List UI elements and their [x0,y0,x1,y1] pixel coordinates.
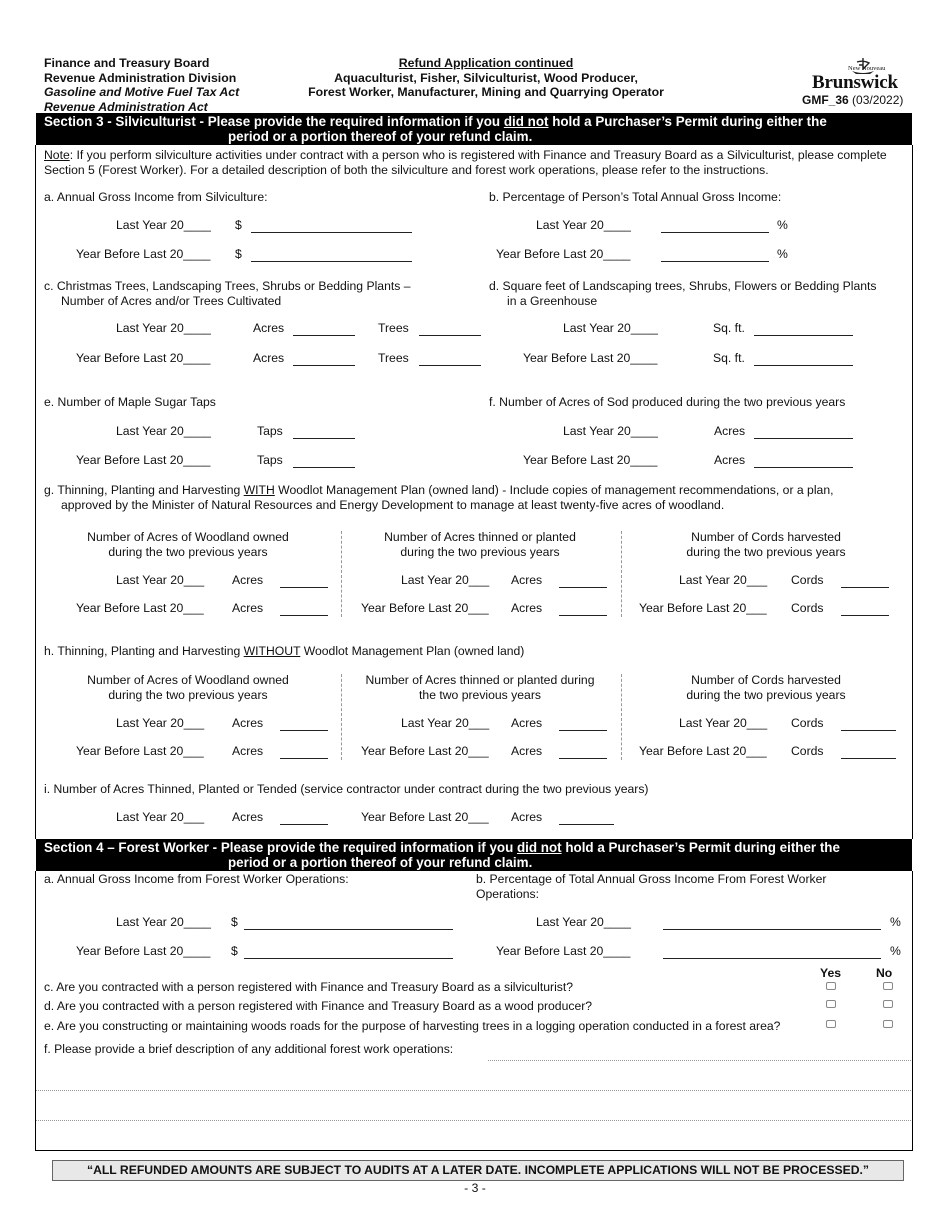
form-title-block [286,56,686,100]
c-last-year-trees-field[interactable] [419,335,481,336]
act-line-2: Revenue Administration Act [44,99,208,114]
a-dollar: $ [235,218,242,232]
section-3-note: Note: If you perform silviculture activities under contract with a person who is registered with Finance and Treasury Board as a Silviculturist, please complete Section 5 (Forest Worker). For a detailed description of both the silviculture and forest work operations, please refer to the instructions. [44,148,887,177]
h-col3-last-year-field[interactable] [841,730,896,731]
question-d-yes-checkbox[interactable] [826,1000,836,1008]
agency-line-2: Revenue Administration Division [44,70,237,85]
a-dollar-2: $ [235,247,242,261]
h-col2-year-before-label: Year Before Last 20___ [361,744,489,758]
g-col2-acres-label-2: Acres [511,601,543,615]
g-col1-acres-label: Acres [232,573,264,587]
form-code [802,93,903,107]
g-col3-cords-label: Cords [791,573,824,587]
item-f-label: f. Number of Acres of Sod produced during the two previous years [489,395,846,409]
g-col3-year-before-label: Year Before Last 20___ [639,601,767,615]
g-col1-last-year-field[interactable] [280,587,328,588]
s4-b-last-year-label: Last Year 20____ [536,915,631,929]
i-acres-label-2: Acres [511,810,543,824]
a-year-before-label: Year Before Last 20____ [76,247,211,261]
h-col3-year-before-label: Year Before Last 20___ [639,744,767,758]
g-col3-cords-label-2: Cords [791,601,824,615]
d-last-year-label: Last Year 20____ [563,321,658,335]
section-4-header: Section 4 – Forest Worker - Please provide the required information if you did not hold a Purchaser’s Permit during either the period or a portion thereof of your refund claim. [36,839,912,871]
b-year-before-label: Year Before Last 20____ [496,247,631,261]
question-c-yes-checkbox[interactable] [826,982,836,990]
i-year-before-label: Year Before Last 20___ [361,810,489,824]
e-year-before-field[interactable] [293,467,355,468]
d-last-year-field[interactable] [754,335,853,336]
s4-b-year-before-field[interactable] [663,958,881,959]
f-last-year-field[interactable] [754,438,853,439]
h-col1-last-year-field[interactable] [280,730,328,731]
audit-notice: “ALL REFUNDED AMOUNTS ARE SUBJECT TO AUDITS AT A LATER DATE. INCOMPLETE APPLICATIONS WILL NOT BE PROCESSED.” [52,1160,904,1181]
form-subtitle-2: Forest Worker, Manufacturer, Mining and Quarrying Operator [308,85,664,99]
g-col2-year-before-label: Year Before Last 20___ [361,601,489,615]
description-line-2[interactable] [36,1090,911,1091]
d-sqft-label: Sq. ft. [713,321,745,335]
h-col1-acres-label: Acres [232,716,264,730]
h-col2-acres-label-2: Acres [511,744,543,758]
question-e-no-checkbox[interactable] [883,1020,893,1028]
e-year-before-label: Year Before Last 20____ [76,453,211,467]
g-divider-2 [621,531,622,617]
c-trees-label-2: Trees [378,351,409,365]
h-col3-year-before-field[interactable] [841,758,896,759]
b-last-year-label: Last Year 20____ [536,218,631,232]
h-col3-cords-label: Cords [791,716,824,730]
i-year-before-field[interactable] [559,824,614,825]
e-last-year-label: Last Year 20____ [116,424,211,438]
h-col3-cords-label-2: Cords [791,744,824,758]
s4-b-last-year-field[interactable] [663,929,881,930]
question-f: f. Please provide a brief description of any additional forest work operations: [44,1042,454,1056]
a-last-year-field[interactable] [251,232,412,233]
item-b-label: b. Percentage of Person’s Total Annual Gross Income: [489,190,782,204]
s4-a-last-year-field[interactable] [244,929,453,930]
g-col-2-heading: Number of Acres thinned or planted during the two previous years [384,530,576,559]
d-year-before-field[interactable] [754,365,853,366]
a-year-before-field[interactable] [251,261,412,262]
h-col-1-heading: Number of Acres of Woodland owned during the two previous years [87,673,289,702]
e-taps-label: Taps [257,424,283,438]
yes-column-heading: Yes [820,966,842,980]
h-divider-2 [621,674,622,760]
h-col2-last-year-label: Last Year 20___ [401,716,490,730]
s4-item-b-label: b. Percentage of Total Annual Gross Income From Forest Worker Operations: [476,872,827,901]
g-col1-acres-label-2: Acres [232,601,264,615]
section-3-header: Section 3 - Silviculturist - Please provide the required information if you did not hold a Purchaser’s Permit during either the period or a portion thereof of your refund claim. [36,113,912,145]
page-number: - 3 - [464,1181,486,1195]
h-col-3-heading: Number of Cords harvested during the two previous years [686,673,846,702]
h-col1-last-year-label: Last Year 20___ [116,716,205,730]
question-e: e. Are you constructing or maintaining woods roads for the purpose of harvesting trees in a logging operation conducted in a forest area? [44,1019,781,1033]
b-percent: % [777,218,788,232]
form-code-date: (03/2022) [852,93,904,107]
c-last-year-acres-field[interactable] [293,335,355,336]
item-i-label: i. Number of Acres Thinned, Planted or Tended (service contractor under contract during the two previous years) [44,782,649,796]
c-trees-label: Trees [378,321,409,335]
h-col3-last-year-label: Last Year 20___ [679,716,768,730]
f-year-before-label: Year Before Last 20____ [523,453,658,467]
c-year-before-acres-field[interactable] [293,365,355,366]
h-col2-year-before-field[interactable] [559,758,607,759]
h-col1-acres-label-2: Acres [232,744,264,758]
question-d-no-checkbox[interactable] [883,1000,893,1008]
g-divider-1 [341,531,342,617]
c-year-before-trees-field[interactable] [419,365,481,366]
s4-a-dollar-2: $ [231,944,238,958]
g-col-3-heading: Number of Cords harvested during the two previous years [686,530,846,559]
act-line-1: Gasoline and Motive Fuel Tax Act [44,85,240,99]
h-col1-year-before-field[interactable] [280,758,328,759]
g-col-1-heading: Number of Acres of Woodland owned during the two previous years [87,530,289,559]
c-last-year-label: Last Year 20____ [116,321,211,335]
d-year-before-label: Year Before Last 20____ [523,351,658,365]
s4-a-year-before-label: Year Before Last 20____ [76,944,211,958]
c-acres-label: Acres [253,321,285,335]
i-last-year-field[interactable] [280,824,328,825]
b-year-before-field[interactable] [661,261,769,262]
s4-b-percent-2: % [890,944,901,958]
c-acres-label-2: Acres [253,351,285,365]
logo-small-text: New Nouveau [848,65,886,72]
agency-line-1: Finance and Treasury Board [44,56,210,70]
question-c-no-checkbox[interactable] [883,982,893,990]
h-divider-1 [341,674,342,760]
logo-text: Brunswick [812,72,898,93]
h-col2-acres-label: Acres [511,716,543,730]
g-col1-year-before-label: Year Before Last 20___ [76,601,204,615]
h-col-2-heading: Number of Acres thinned or planted during the two previous years [365,673,595,702]
d-sqft-label-2: Sq. ft. [713,351,745,365]
s4-a-dollar: $ [231,915,238,929]
g-col2-last-year-field[interactable] [559,587,607,588]
item-a-label: a. Annual Gross Income from Silviculture: [44,190,268,204]
form-subtitle-1: Aquaculturist, Fisher, Silviculturist, Wood Producer, [334,70,638,85]
form-title: Refund Application continued [398,56,574,70]
question-c: c. Are you contracted with a person registered with Finance and Treasury Board as a silviculturist? [44,980,574,994]
s4-item-a-label: a. Annual Gross Income from Forest Worker Operations: [44,872,349,886]
description-line-1[interactable] [488,1060,911,1061]
b-percent-2: % [777,247,788,261]
item-h-label: h. Thinning, Planting and Harvesting WITHOUT Woodlot Management Plan (owned land) [44,644,525,658]
g-col2-acres-label: Acres [511,573,543,587]
b-last-year-field[interactable] [661,232,769,233]
agency-block [44,56,239,114]
description-line-3[interactable] [36,1120,911,1121]
g-col3-last-year-label: Last Year 20___ [679,573,768,587]
form-code-number: GMF_36 [802,93,849,107]
f-last-year-label: Last Year 20____ [563,424,658,438]
h-col1-year-before-label: Year Before Last 20___ [76,744,204,758]
g-col1-last-year-label: Last Year 20___ [116,573,205,587]
s4-a-year-before-field[interactable] [244,958,453,959]
s4-b-year-before-label: Year Before Last 20____ [496,944,631,958]
f-acres-label: Acres [714,424,746,438]
g-col3-last-year-field[interactable] [841,587,889,588]
s4-a-last-year-label: Last Year 20____ [116,915,211,929]
question-d: d. Are you contracted with a person registered with Finance and Treasury Board as a wood producer? [44,999,593,1013]
i-acres-label: Acres [232,810,264,824]
h-col2-last-year-field[interactable] [559,730,607,731]
c-year-before-label: Year Before Last 20____ [76,351,211,365]
question-e-yes-checkbox[interactable] [826,1020,836,1028]
a-last-year-label: Last Year 20____ [116,218,211,232]
g-col2-year-before-field[interactable] [559,615,607,616]
g-col3-year-before-field[interactable] [841,615,889,616]
f-acres-label-2: Acres [714,453,746,467]
e-taps-label-2: Taps [257,453,283,467]
s4-b-percent: % [890,915,901,929]
g-col2-last-year-label: Last Year 20___ [401,573,490,587]
item-e-label: e. Number of Maple Sugar Taps [44,395,216,409]
i-last-year-label: Last Year 20___ [116,810,205,824]
item-c-label: c. Christmas Trees, Landscaping Trees, Shrubs or Bedding Plants – Number of Acres and/or Trees Cultivated [44,279,411,308]
f-year-before-field[interactable] [754,467,853,468]
item-g-label: g. Thinning, Planting and Harvesting WITH Woodlot Management Plan (owned land) - Include copies of management recommendations, or a plan, approved by the Minister of Natural Resources and Energy Development to manage at least twenty-five acres of woodland. [44,483,834,512]
item-d-label: d. Square feet of Landscaping trees, Shrubs, Flowers or Bedding Plants in a Greenhouse [489,279,877,308]
no-column-heading: No [876,966,893,980]
g-col1-year-before-field[interactable] [280,615,328,616]
e-last-year-field[interactable] [293,438,355,439]
